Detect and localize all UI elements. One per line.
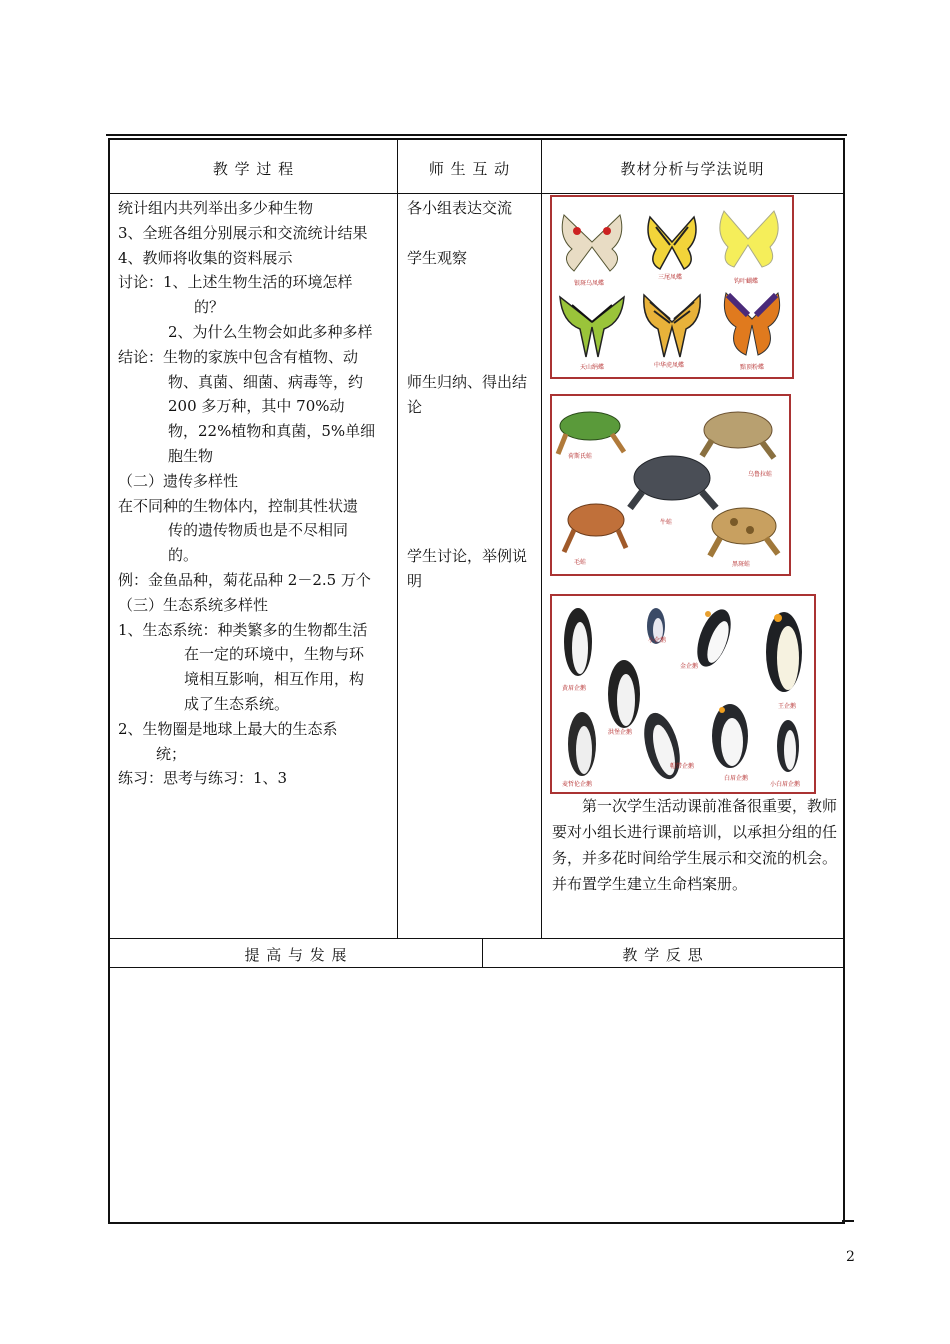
col-divider-1 (397, 138, 398, 938)
penguin-icon (712, 704, 748, 768)
analysis-note: 第一次学生活动课前准备很重要，教师要对小组长进行课前培训，以承担分组的任务，并多花时间给学生展示和交流的机会。并布置学生建立生命档案册。 (552, 797, 838, 893)
svg-text:金企鹅: 金企鹅 (680, 663, 699, 670)
frog-icon (564, 504, 626, 552)
penguins-photo (550, 594, 816, 794)
process-line: 结论：生物的家族中包含有植物、动 (118, 347, 359, 366)
header-improvement: 提 高 与 发 展 (244, 946, 348, 964)
process-line: 在一定的环境中，生物与环 (184, 645, 365, 664)
svg-text:麦哲伦企鹅: 麦哲伦企鹅 (562, 781, 593, 788)
process-line: （三）生态系统多样性 (118, 595, 269, 614)
process-line: 讨论：1、上述生物生活的环境怎样 (118, 273, 353, 292)
svg-text:黄眉企鹅: 黄眉企鹅 (562, 685, 587, 692)
penguin-icon (564, 608, 592, 676)
svg-text:黑斑蛙: 黑斑蛙 (732, 561, 751, 568)
frog-icon (558, 412, 624, 454)
process-line: 成了生态系统。 (184, 694, 290, 713)
svg-text:帽带企鹅: 帽带企鹅 (670, 763, 695, 770)
svg-text:白眉企鹅: 白眉企鹅 (724, 775, 749, 782)
section-rule (108, 938, 845, 939)
process-line: 200 多万种，其中 70%动 (168, 397, 345, 416)
svg-text:三尾凤蝶: 三尾凤蝶 (658, 274, 683, 281)
svg-text:牛蛙: 牛蛙 (660, 519, 673, 526)
svg-text:小企鹅: 小企鹅 (648, 637, 667, 644)
svg-text:钩叶蝴蝶: 钩叶蝴蝶 (734, 278, 759, 285)
process-line: 的。 (168, 546, 199, 565)
penguin-icon (691, 605, 738, 671)
process-line: 2、生物圈是地球上最大的生态系 (118, 719, 338, 738)
svg-text:毛蛙: 毛蛙 (574, 559, 587, 566)
process-line: 胞生物 (168, 446, 214, 465)
process-line: 物，22%植物和真菌，5%单细 (168, 422, 376, 441)
process-line: 3、全班各组分别展示和交流统计结果 (118, 223, 368, 242)
penguin-icon (608, 660, 640, 728)
frog-icon (702, 412, 774, 458)
process-line: （二）遗传多样性 (118, 471, 239, 490)
process-line: 1、生态系统：种类繁多的生物都生活 (118, 620, 368, 639)
frog-icon (710, 508, 778, 556)
penguin-icon (777, 720, 799, 772)
butterfly-icon (648, 217, 696, 269)
col-divider-2 (541, 138, 542, 938)
process-line: 传的遗传物质也是不尽相同 (168, 521, 349, 540)
process-line: 2、为什么生物会如此多种多样 (168, 322, 373, 341)
svg-text:洪堡企鹅: 洪堡企鹅 (608, 729, 633, 736)
butterfly-icon (724, 293, 779, 355)
interaction-item: 学生讨论，举例说明 (407, 547, 528, 590)
table-bottom-mark (842, 1220, 854, 1222)
table-top-border (106, 134, 847, 136)
svg-text:乌鲁拉蛙: 乌鲁拉蛙 (748, 471, 773, 478)
bottom-header-rule (108, 967, 845, 968)
svg-text:天山绢蝶: 天山绢蝶 (580, 364, 605, 371)
frog-icon (630, 456, 716, 508)
svg-text:中华虎凤蝶: 中华虎凤蝶 (654, 362, 685, 369)
header-reflection: 教 学 反 思 (622, 946, 704, 964)
process-line: 统； (156, 744, 187, 763)
process-line: 练习：思考与练习：1、3 (118, 769, 288, 788)
svg-text:黯顶粉蝶: 黯顶粉蝶 (740, 364, 765, 371)
butterfly-icon (562, 215, 622, 271)
process-line: 境相互影响，相互作用，构 (184, 670, 365, 689)
process-line: 例：金鱼品种，菊花品种 2－2.5 万个 (118, 570, 371, 589)
svg-text:银斑乌凤蝶: 银斑乌凤蝶 (574, 280, 605, 287)
penguin-icon (766, 612, 802, 692)
butterfly-icon (720, 211, 778, 267)
penguin-icon (638, 709, 687, 783)
interaction-item: 各小组表达交流 (407, 199, 513, 217)
header-teaching-process: 教 学 过 程 (212, 160, 295, 178)
svg-text:小白眉企鹅: 小白眉企鹅 (770, 781, 801, 788)
interaction-item: 师生归纳、得出结论 (407, 373, 528, 416)
header-interaction: 师 生 互 动 (428, 160, 511, 178)
svg-text:王企鹅: 王企鹅 (778, 703, 797, 710)
header-rule (108, 193, 845, 194)
interaction-item: 学生观察 (407, 249, 468, 267)
butterfly-icon (560, 297, 624, 357)
process-column (118, 196, 390, 791)
frogs-photo (550, 394, 791, 576)
svg-text:荷斯氏蛙: 荷斯氏蛙 (568, 453, 593, 460)
process-line: 物、真菌、细菌、病毒等，约 (168, 372, 364, 391)
butterflies-photo (550, 195, 794, 379)
process-line: 在不同种的生物体内，控制其性状遗 (118, 496, 359, 515)
process-line: 统计组内共列举出多少种生物 (118, 199, 314, 217)
process-line: 的？ (194, 298, 225, 317)
butterfly-icon (644, 295, 700, 357)
header-analysis: 教材分析与学法说明 (620, 160, 765, 178)
penguin-icon (568, 712, 596, 776)
page-number: 2 (846, 1249, 855, 1265)
process-line: 4、教师将收集的资料展示 (118, 248, 293, 267)
